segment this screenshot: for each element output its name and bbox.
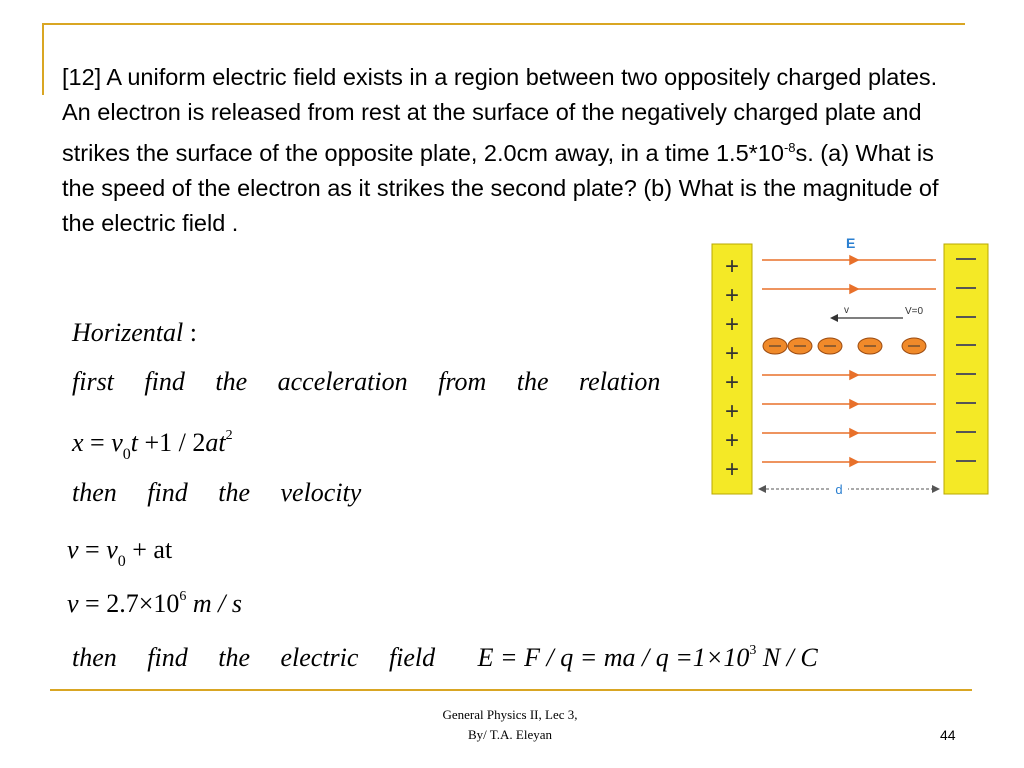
eq-coef: 2.7×10	[106, 589, 180, 618]
eq-v: v	[111, 428, 123, 457]
slide-footer	[380, 705, 640, 745]
word: relation	[579, 367, 661, 396]
equation-velocity: $v = v_0$ + at	[67, 535, 173, 570]
svg-text:+: +	[724, 311, 740, 338]
distance-label: d	[835, 482, 843, 497]
solution-heading	[72, 318, 197, 348]
problem-exponent: -8	[783, 140, 796, 155]
word: velocity	[280, 478, 362, 507]
field-lines	[762, 256, 936, 466]
eq-sq: 2	[225, 428, 233, 443]
word: acceleration	[277, 367, 408, 396]
equation-velocity-result: $v = 2.7\times 10^6$ m / s	[67, 589, 243, 618]
problem-statement	[62, 60, 962, 241]
velocity-arrowhead	[830, 314, 838, 322]
frame-bottom-rule	[50, 689, 972, 691]
eq-unit: m / s	[192, 589, 243, 618]
frame-left-rule	[42, 23, 44, 95]
footer-line-1: General Physics II, Lec 3,	[442, 707, 578, 722]
velocity-label: v	[844, 305, 849, 316]
eq-sub0: 0	[117, 553, 126, 570]
electrons	[763, 338, 926, 354]
word: the	[218, 478, 250, 507]
eq-sub0: 0	[122, 446, 131, 463]
svg-text:+: +	[724, 369, 740, 396]
word: electric	[280, 643, 359, 672]
footer-line-2: By/ T.A. Eleyan	[467, 727, 552, 742]
negative-plate	[944, 244, 988, 494]
word: first	[72, 367, 114, 396]
svg-text:+: +	[724, 253, 740, 280]
field-equation: E = F / q = ma / q =1×10	[477, 643, 750, 672]
parallel-plates-diagram	[708, 232, 992, 500]
initial-velocity-label: V=0	[905, 306, 924, 317]
word: find	[147, 478, 188, 507]
eq-exp: 6	[179, 589, 187, 604]
equation-displacement: $x = v_0t +1 / 2at^2$	[72, 428, 233, 463]
problem-text-2: s. (a) What is the speed of the electron as it strikes the second plate? (b) What is the magnitude of the electric field .	[62, 139, 939, 236]
svg-text:+: +	[724, 456, 740, 483]
svg-text:+: +	[724, 398, 740, 425]
instruction-electric-field	[72, 643, 818, 673]
eq-at: at	[205, 428, 226, 457]
distance-arrow-right	[932, 485, 940, 493]
word: field	[388, 643, 436, 672]
svg-text:+: +	[724, 427, 740, 454]
heading-text: Horizental	[72, 318, 184, 347]
word: the	[218, 643, 250, 672]
problem-text-1: [12] A uniform electric field exists in a region between two oppositely charged plates. An electron is released from rest at the surface of the negatively charged plate and strikes the surface of the opposite plate, 2.0cm away, in a time 1.5*10	[62, 64, 938, 166]
word: the	[516, 367, 549, 396]
heading-colon: :	[189, 318, 197, 347]
eq-rest: + at	[132, 535, 173, 564]
eq-lhs: v	[67, 535, 79, 564]
eq-v: v	[106, 535, 118, 564]
eq-t: t	[130, 428, 138, 457]
field-exp: 3	[749, 643, 757, 658]
word: then	[72, 643, 117, 672]
svg-text:+: +	[724, 340, 740, 367]
word: from	[438, 367, 487, 396]
word: the	[215, 367, 248, 396]
field-label: E	[846, 235, 856, 251]
field-unit: N / C	[762, 643, 818, 672]
instruction-velocity	[72, 478, 361, 508]
word: find	[147, 643, 188, 672]
svg-text:+: +	[724, 282, 740, 309]
page-number: 44	[940, 727, 956, 743]
eq-lhs: v	[67, 589, 79, 618]
instruction-acceleration	[72, 367, 660, 397]
word: then	[72, 478, 117, 507]
distance-arrow-left	[758, 485, 766, 493]
eq-plus: +1 / 2	[144, 428, 206, 457]
eq-lhs: x	[72, 428, 84, 457]
word: find	[144, 367, 185, 396]
frame-top-rule	[42, 23, 965, 25]
